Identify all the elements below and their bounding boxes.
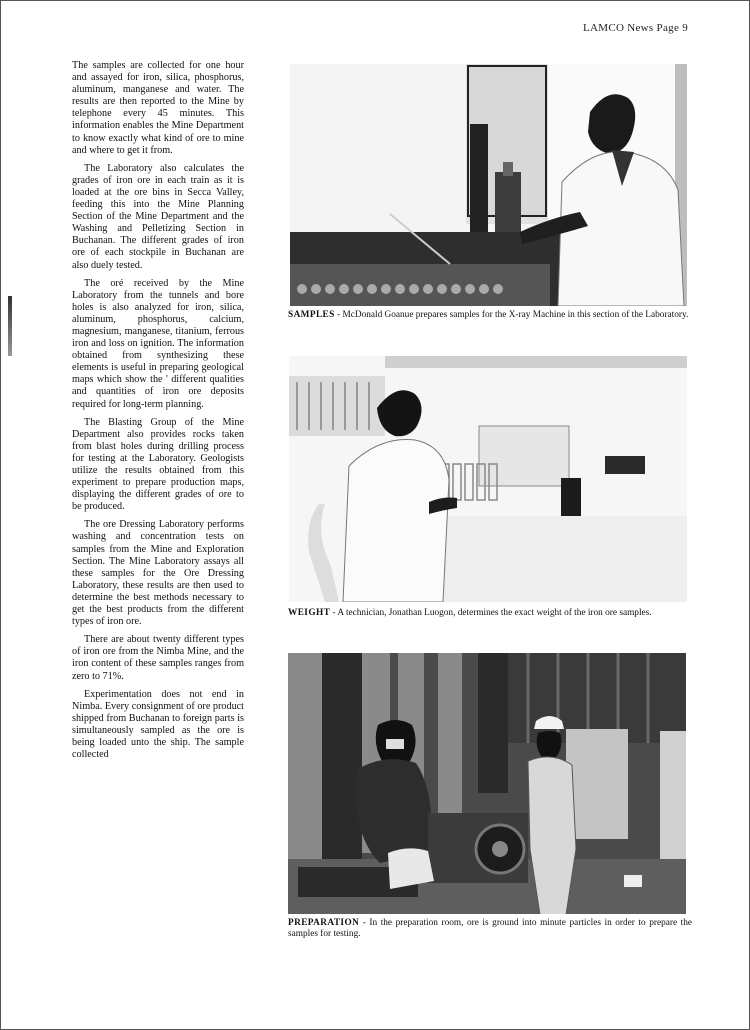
article-paragraph: Experimentation does not end in Nimba. Every consignment of ore product shipped from Buchanan to foreign parts is simultaneously sampled as the ore is being loaded unto the ship. The sample collected	[72, 688, 245, 761]
caption-preparation	[288, 918, 692, 939]
article-column	[72, 60, 244, 767]
caption-preparation-text: - In the preparation room, ore is ground into minute particles in order to prepare the samples for testing.	[288, 918, 692, 939]
caption-samples	[288, 310, 692, 321]
article-paragraph: There are about twenty different types of iron ore from the Nimba Mine, and the iron content of these samples ranges from zero to 71%.	[72, 634, 244, 682]
photo-preparation-image	[288, 653, 686, 914]
caption-weight	[288, 608, 692, 619]
caption-weight-lead: WEIGHT	[288, 608, 331, 618]
article-paragraph: The Laboratory also calculates the grades of iron ore in each train as it is loaded at the ore bins in Secca Valley, feeding this into the Mine Planning Section of the Mine Department and the Washing and Pelletizing Section in Buchanan. The different grades of iron ore of each stockpile in Buchanan are also duely tested.	[72, 162, 244, 271]
photo-samples-image	[290, 64, 687, 306]
article-paragraph: The oré received by the Mine Laboratory from the tunnels and bore holes is also analyzed for iron, silica, aluminum, phosphorus, calcium, magnesium, manganese, titanium, ferrous iron and loss on ignition. The information obtained from synthesizing these elements is useful in preparing geological maps which show the ' different qualities and quantities of iron ore deposits required for long-term planning.	[72, 277, 244, 410]
article-paragraph: The samples are collected for one hour and assayed for iron, silica, phosphorus, aluminum, manganese and water. The results are then reported to the Mine by telephone every 45 minutes. This information enables the Mine Department to know exactly what kind of ore to mine and where to get it from.	[72, 60, 244, 156]
article-paragraph: The Blasting Group of the Mine Department also provides rocks taken from blast holes during drilling process for testing at the Laboratory. Geologists utilize the results obtained from this experiment to prepare production maps, displaying the different grades of ore to be produced.	[72, 416, 244, 513]
photo-weight-image	[289, 356, 687, 602]
article-paragraph: The ore Dressing Laboratory performs washing and concentration tests on samples from the Mine and Exploration Section. The Mine Laboratory assays all these samples for the Ore Dressing Laboratory, these results are then used to determine the best methods necessary to get the best products from the different types of iron ore.	[72, 519, 244, 628]
caption-samples-text: - McDonald Goanue prepares samples for the X-ray Machine in this section of the Laboratory.	[334, 310, 689, 320]
photo-weight	[289, 356, 687, 602]
running-head: LAMCO News Page 9	[582, 22, 688, 34]
photo-samples	[290, 64, 687, 306]
binding-mark	[8, 296, 12, 356]
photo-preparation	[288, 653, 686, 914]
caption-samples-lead: SAMPLES	[288, 310, 335, 320]
caption-weight-text: - A technician, Jonathan Luogon, determines the exact weight of the iron ore samples.	[330, 608, 652, 618]
caption-preparation-lead: PREPARATION	[288, 918, 360, 928]
